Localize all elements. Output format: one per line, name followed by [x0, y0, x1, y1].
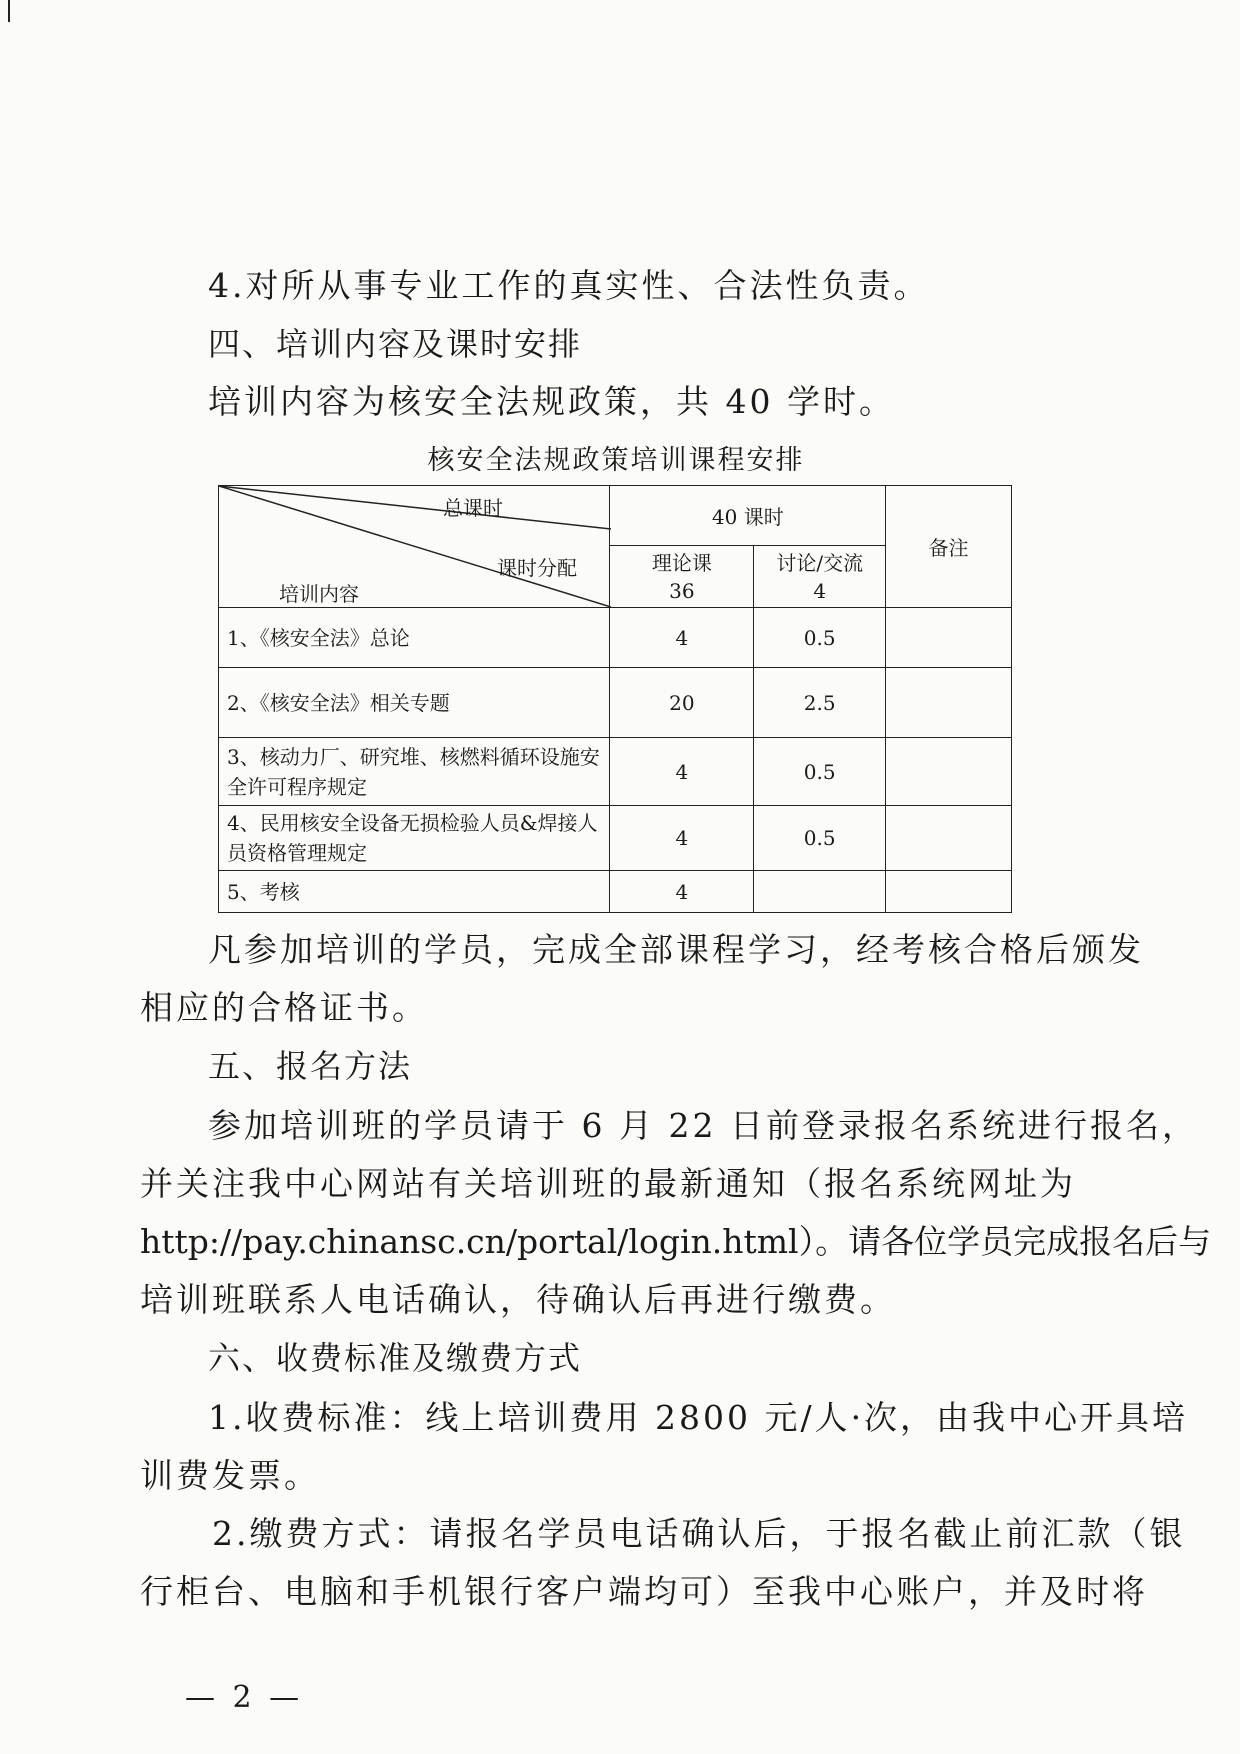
- table-diagonal-header: [219, 486, 610, 608]
- page-number: — 2 —: [185, 1680, 304, 1715]
- row-notes: [886, 608, 1012, 668]
- row-content: 5、考核: [219, 871, 610, 913]
- row-content: 1、《核安全法》总论: [219, 608, 610, 668]
- row-discuss: 0.5: [754, 608, 886, 668]
- header-notes: 备注: [886, 486, 1012, 608]
- row-content: 4、民用核安全设备无损检验人员&焊接人员资格管理规定: [219, 806, 610, 871]
- table-row: [219, 738, 1012, 806]
- table-row: [219, 668, 1012, 738]
- heading-section6: 六、收费标准及缴费方式: [208, 1339, 583, 1377]
- paragraph-reg-line1: 参加培训班的学员请于 6 月 22 日前登录报名系统进行报名，: [208, 1106, 1198, 1145]
- row-notes: [886, 668, 1012, 738]
- paragraph-pay-line1: 2.缴费方式：请报名学员电话确认后，于报名截止前汇款（银: [212, 1514, 1186, 1553]
- paragraph-fee-line1: 1.收费标准：线上培训费用 2800 元/人·次，由我中心开具培: [208, 1398, 1189, 1437]
- diag-label-alloc: 课时分配: [497, 556, 577, 580]
- header-theory-label: 理论课: [651, 550, 712, 575]
- paragraph-reg-line3: http://pay.chinansc.cn/portal/login.html）。请各位学员完成报名后与: [140, 1222, 1212, 1261]
- row-theory: 4: [610, 738, 754, 806]
- diag-label-content: 培训内容: [279, 582, 359, 606]
- row-notes: [886, 738, 1012, 806]
- diag-label-total: 总课时: [443, 496, 503, 520]
- scan-mark: [8, 0, 10, 22]
- table-caption: 核安全法规政策培训课程安排: [427, 445, 805, 476]
- header-discuss-hours: 4: [813, 578, 827, 603]
- heading-section4: 四、培训内容及课时安排: [208, 325, 583, 363]
- row-notes: [886, 806, 1012, 871]
- paragraph-item4: 4.对所从事专业工作的真实性、合法性负责。: [208, 266, 930, 305]
- paragraph-content: 培训内容为核安全法规政策，共 40 学时。: [208, 382, 895, 421]
- paragraph-fee-line2: 训费发票。: [140, 1456, 320, 1495]
- row-theory: 20: [610, 668, 754, 738]
- table-row: [219, 806, 1012, 871]
- row-discuss: [754, 871, 886, 913]
- header-theory: [610, 546, 754, 608]
- diagonal-lines: [219, 486, 611, 607]
- row-theory: 4: [610, 608, 754, 668]
- row-notes: [886, 871, 1012, 913]
- row-theory: 4: [610, 806, 754, 871]
- paragraph-cert-line2: 相应的合格证书。: [140, 988, 428, 1027]
- row-content: 3、核动力厂、研究堆、核燃料循环设施安全许可程序规定: [219, 738, 610, 806]
- header-theory-hours: 36: [669, 578, 695, 603]
- row-discuss: 0.5: [754, 806, 886, 871]
- table-row: [219, 871, 1012, 913]
- paragraph-pay-line2: 行柜台、电脑和手机银行客户端均可）至我中心账户，并及时将: [140, 1572, 1148, 1611]
- schedule-table: [218, 485, 1012, 913]
- row-content: 2、《核安全法》相关专题: [219, 668, 610, 738]
- paragraph-reg-line2: 并关注我中心网站有关培训班的最新通知（报名系统网址为: [140, 1164, 1076, 1203]
- paragraph-cert-line1: 凡参加培训的学员，完成全部课程学习，经考核合格后颁发: [208, 930, 1144, 969]
- paragraph-reg-line4: 培训班联系人电话确认，待确认后再进行缴费。: [140, 1280, 896, 1319]
- row-discuss: 0.5: [754, 738, 886, 806]
- header-discuss-label: 讨论/交流: [776, 550, 864, 575]
- header-discuss: [754, 546, 886, 608]
- row-theory: 4: [610, 871, 754, 913]
- table-row: [219, 608, 1012, 668]
- row-discuss: 2.5: [754, 668, 886, 738]
- header-total-hours: 40 课时: [610, 486, 886, 546]
- heading-section5: 五、报名方法: [208, 1047, 413, 1085]
